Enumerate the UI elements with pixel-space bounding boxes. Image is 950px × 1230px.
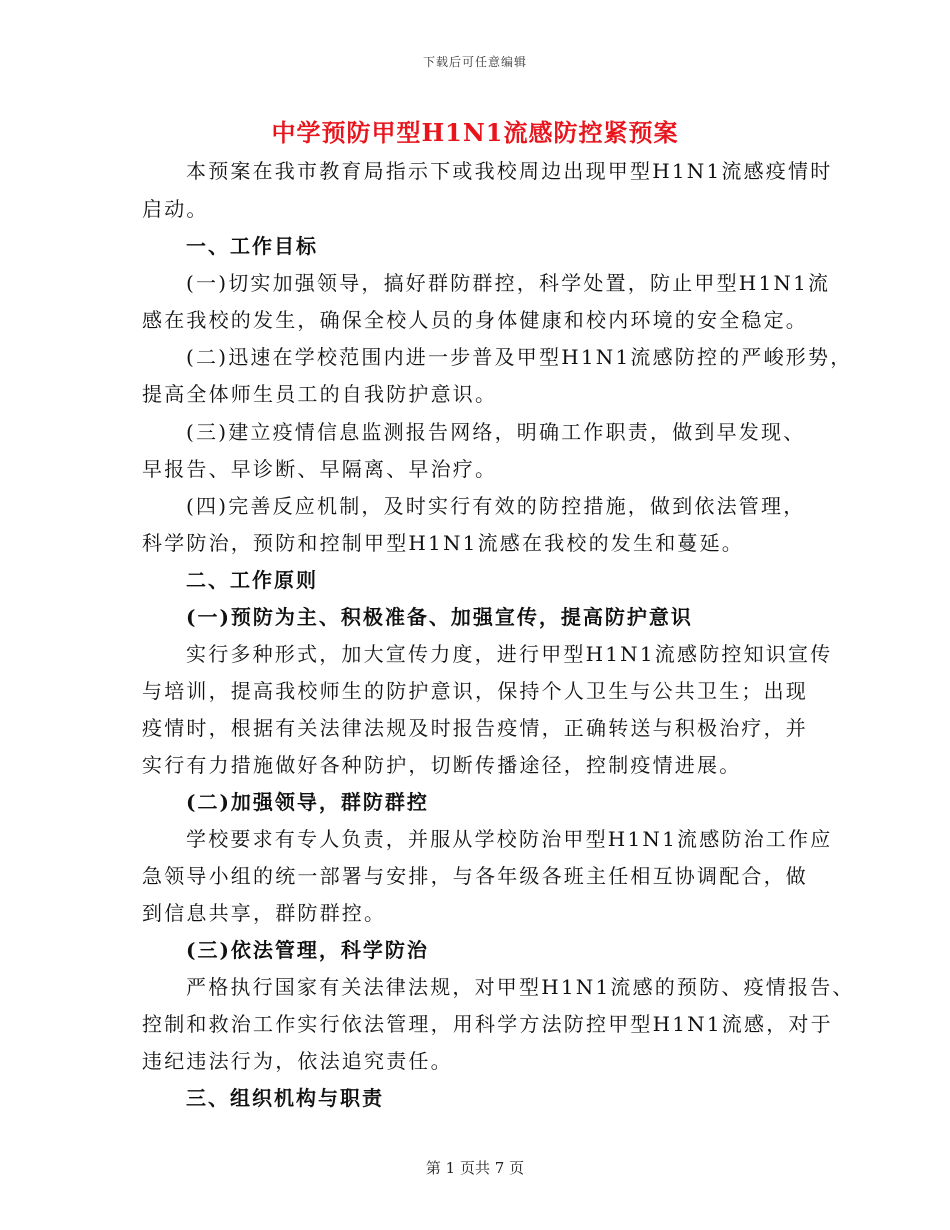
paragraph-line: 严格执行国家有关法律法规，对甲型H1N1流感的预防、疫情报告、: [186, 975, 855, 999]
section-heading-1: 一、工作目标: [186, 234, 318, 258]
paragraph-line: 早报告、早诊断、早隔离、早治疗。: [142, 457, 498, 481]
page-footer: 第 1 页共 7 页: [425, 1159, 525, 1177]
paragraph-line: 违纪违法行为，依法追究责任。: [142, 1049, 453, 1073]
paragraph-line: 实行多种形式，加大宣传力度，进行甲型H1N1流感防控知识宣传: [186, 642, 833, 666]
intro-line-1: 本预案在我市教育局指示下或我校周边出现甲型H1N1流感疫情时: [186, 159, 833, 183]
subsection-heading: (三)依法管理，科学防治: [186, 938, 429, 962]
paragraph-line: 提高全体师生员工的自我防护意识。: [142, 382, 498, 406]
paragraph-line: 到信息共享，群防群控。: [142, 901, 387, 925]
header-note: 下载后可任意编辑: [422, 55, 527, 69]
paragraph-line: 与培训，提高我校师生的防护意识，保持个人卫生与公共卫生；出现: [142, 679, 808, 703]
paragraph-line: 实行有力措施做好各种防护，切断传播途径，控制疫情进展。: [142, 753, 742, 777]
paragraph-line: (二)迅速在学校范围内进一步普及甲型H1N1流感防控的严峻形势，: [186, 345, 853, 369]
paragraph-line: 疫情时，根据有关法律法规及时报告疫情，正确转送与积极治疗，并: [142, 716, 808, 740]
paragraph-line: 控制和救治工作实行依法管理，用科学方法防控甲型H1N1流感，对于: [142, 1012, 833, 1036]
document-title: 中学预防甲型H1N1流感防控紧预案: [271, 118, 679, 147]
intro-line-2: 启动。: [142, 197, 209, 221]
section-heading-3: 三、组织机构与职责: [186, 1086, 384, 1110]
section-heading-2: 二、工作原则: [186, 568, 318, 592]
paragraph-line: 科学防治，预防和控制甲型H1N1流感在我校的发生和蔓延。: [142, 531, 744, 555]
paragraph-line: (一)切实加强领导，搞好群防群控，科学处置，防止甲型H1N1流: [186, 271, 831, 295]
subsection-heading: (二)加强领导，群防群控: [186, 790, 429, 814]
paragraph-line: 学校要求有专人负责，并服从学校防治甲型H1N1流感防治工作应: [186, 827, 833, 851]
subsection-heading: (一)预防为主、积极准备、加强宣传，提高防护意识: [186, 605, 693, 629]
paragraph-line: (四)完善反应机制，及时实行有效的防控措施，做到依法管理，: [186, 494, 806, 518]
paragraph-line: 急领导小组的统一部署与安排，与各年级各班主任相互协调配合，做: [142, 864, 808, 888]
paragraph-line: (三)建立疫情信息监测报告网络，明确工作职责，做到早发现、: [186, 420, 806, 444]
paragraph-line: 感在我校的发生，确保全校人员的身体健康和校内环境的安全稳定。: [142, 308, 808, 332]
